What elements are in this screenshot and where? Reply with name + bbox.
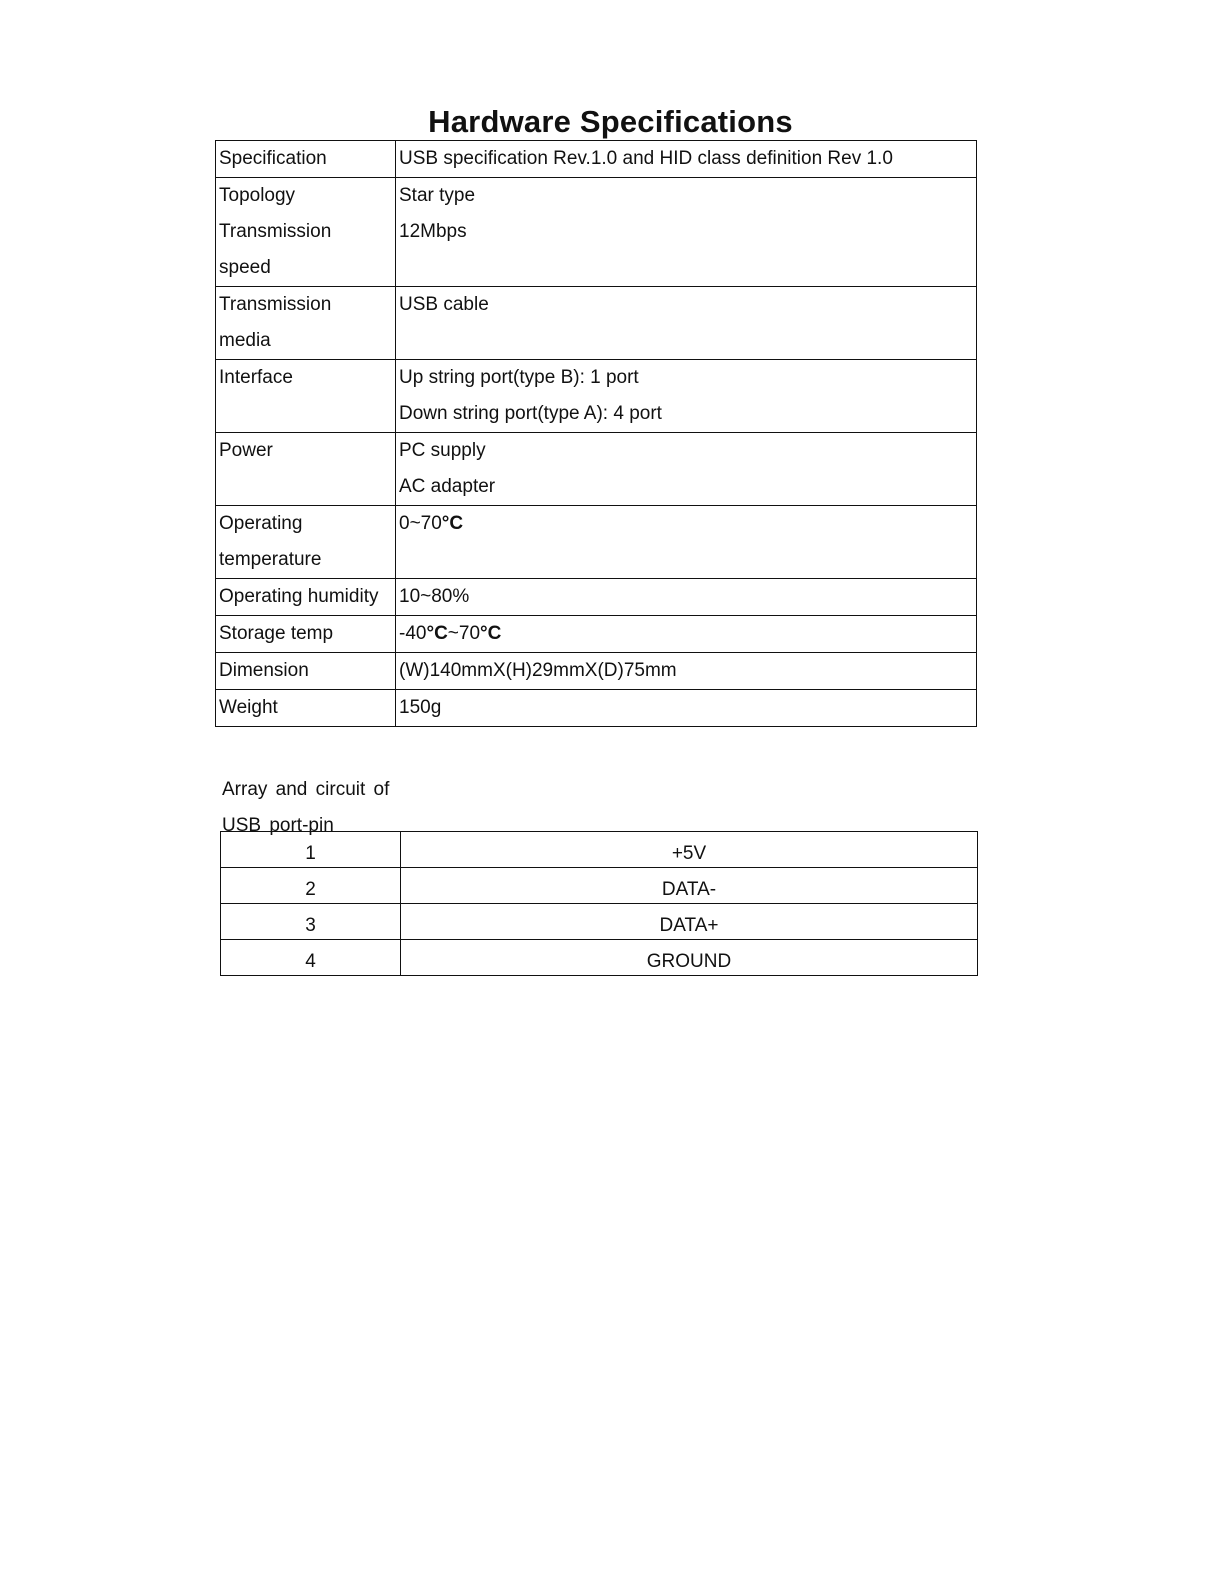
spec-value-line: PC supply	[399, 440, 486, 461]
spec-label	[216, 360, 396, 433]
table-row	[216, 616, 977, 653]
spec-value	[396, 141, 977, 178]
spec-label-line: Storage temp	[219, 623, 334, 644]
spec-label-line: Operating humidity	[219, 586, 379, 607]
spec-value	[396, 178, 977, 287]
table-row	[221, 904, 978, 940]
table-row	[221, 832, 978, 868]
spec-value-line: Star type	[399, 185, 476, 206]
temperature-range: 0~70	[399, 513, 442, 534]
pin-signal: DATA+	[401, 904, 978, 940]
spec-label	[216, 287, 396, 360]
spec-label	[216, 616, 396, 653]
table-row	[216, 579, 977, 616]
temp-low: -40	[399, 623, 427, 644]
spec-label-line: speed	[219, 257, 271, 278]
spec-label	[216, 506, 396, 579]
spec-value	[396, 506, 977, 579]
spec-label	[216, 178, 396, 287]
spec-value	[396, 287, 977, 360]
pin-number: 3	[221, 904, 401, 940]
spec-value	[396, 360, 977, 433]
pin-number: 2	[221, 868, 401, 904]
spec-label	[216, 653, 396, 690]
spec-value-line	[399, 616, 973, 652]
spec-label-line: Operating	[219, 513, 303, 534]
celsius-unit: °C	[426, 623, 448, 644]
spec-label-line: media	[219, 330, 271, 351]
celsius-unit: °C	[441, 513, 464, 534]
spec-value	[396, 653, 977, 690]
caption-line: USB port-pin	[222, 815, 334, 836]
pin-signal: GROUND	[401, 940, 978, 976]
hardware-spec-table	[215, 140, 977, 727]
page-title: Hardware Specifications	[428, 104, 793, 139]
spec-label-line: Specification	[219, 148, 327, 169]
pin-signal: +5V	[401, 832, 978, 868]
pin-number: 1	[221, 832, 401, 868]
table-row	[216, 653, 977, 690]
spec-value-line: USB cable	[399, 294, 489, 315]
spec-value-line: Up string port(type B): 1 port	[399, 367, 639, 388]
table-row	[216, 287, 977, 360]
spec-label-line: temperature	[219, 549, 322, 570]
spec-value-line: 10~80%	[399, 586, 470, 607]
spec-value	[396, 433, 977, 506]
spec-value-line: Down string port(type A): 4 port	[399, 403, 662, 424]
spec-value-line: AC adapter	[399, 476, 496, 497]
spec-value-line: 12Mbps	[399, 221, 467, 242]
table-row	[216, 360, 977, 433]
spec-value-line: USB specification Rev.1.0 and HID class definition Rev 1.0	[399, 148, 893, 169]
table-row	[216, 506, 977, 579]
spec-value-line	[399, 506, 973, 542]
table-row	[216, 690, 977, 727]
spec-label	[216, 690, 396, 727]
spec-label-line: Weight	[219, 697, 278, 718]
spec-label-line: Topology	[219, 185, 296, 206]
table-row	[216, 433, 977, 506]
table-row	[216, 178, 977, 287]
spec-value-line: (W)140mmX(H)29mmX(D)75mm	[399, 660, 677, 681]
spec-value	[396, 690, 977, 727]
table-row	[221, 868, 978, 904]
temp-high: ~70	[447, 623, 481, 644]
spec-label-line: Interface	[219, 367, 293, 388]
spec-label-line: Transmission	[219, 294, 332, 315]
spec-label	[216, 433, 396, 506]
spec-value	[396, 579, 977, 616]
caption-line: Array and circuit of	[222, 779, 390, 800]
table-row	[221, 940, 978, 976]
spec-label	[216, 579, 396, 616]
pin-number: 4	[221, 940, 401, 976]
spec-value-line: 150g	[399, 697, 442, 718]
spec-value	[396, 616, 977, 653]
spec-label-line: Transmission	[219, 221, 332, 242]
spec-label-line: Power	[219, 440, 273, 461]
table-row	[216, 141, 977, 178]
spec-label	[216, 141, 396, 178]
spec-label-line: Dimension	[219, 660, 309, 681]
pin-signal: DATA-	[401, 868, 978, 904]
usb-pin-table	[220, 831, 978, 976]
celsius-unit: °C	[480, 623, 502, 644]
